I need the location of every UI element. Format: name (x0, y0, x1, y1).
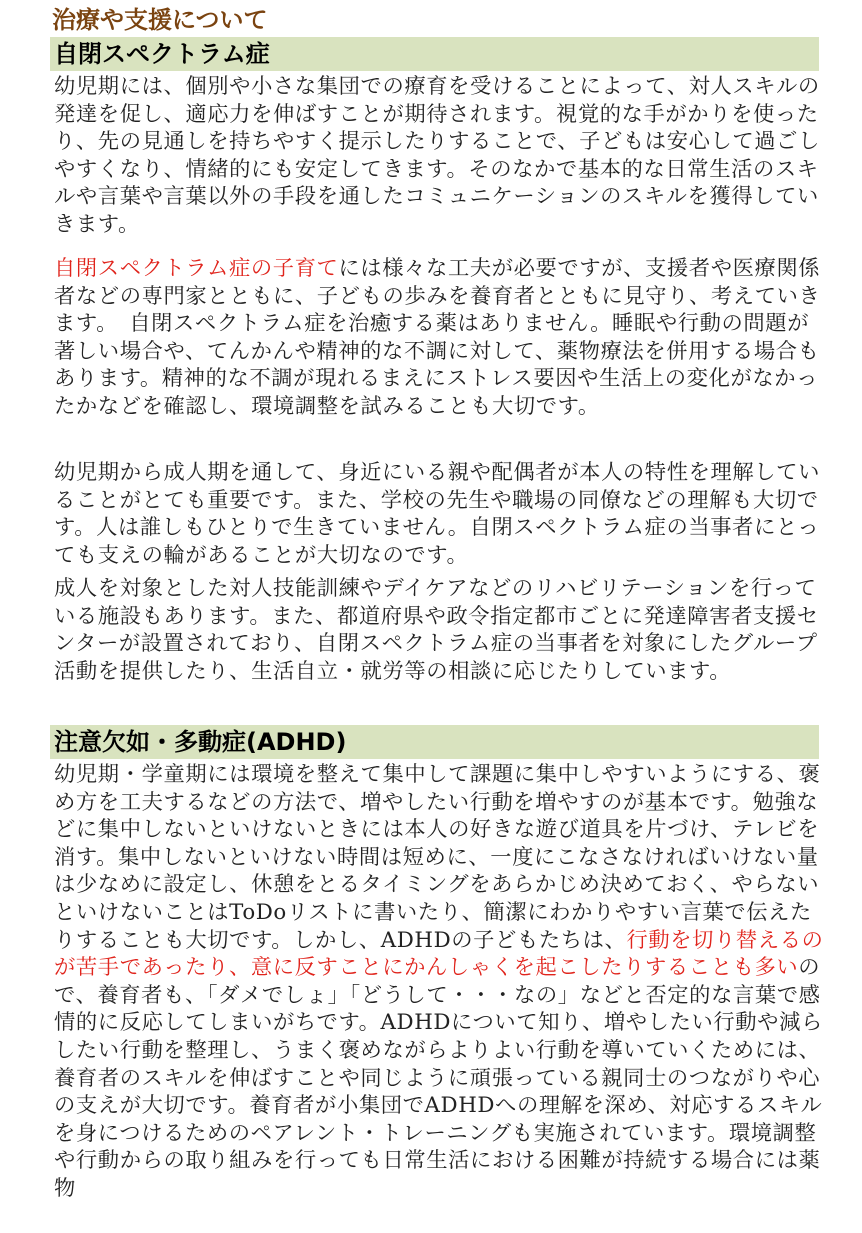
adhd-paragraph-1-text-b: ので、養育者も、「ダメでしょ」「どうして・・・なの」などと否定的な言葉で感情的に反応してしまいがちです。ADHDについて知り、増やしたい行動や減らしたい行動を整理し、うまく褒めながらよりよい行動を導いていくためには、養育者のスキルを伸ばすことや同じように頑張っている親同士のつながりや心の支えが大切です。養育者が小集団でADHDへの理解を深め、対応するスキルを身につけるためのペアレント・トレーニングも実施されています。環境調整や行動からの取り組みを行っても日常生活における困難が持続する場合には薬物 (54, 955, 823, 1201)
adhd-paragraph-1-text-a: 幼児期・学童期には環境を整えて集中して課題に集中しやすいようにする、褒め方を工夫するなどの方法で、増やしたい行動を増やすのが基本です。勉強などに集中しないといけないときには本人の好きな遊び道具を片づけ、テレビを消す。集中しないといけない時間は短めに、一度にこなさなければいけない量は少なめに設定し、休憩をとるタイミングをあらかじめ決めておく、やらないといけないことはToDoリストに書いたり、簡潔にわかりやすい言葉で伝えたりすることも大切です。しかし、ADHDの子どもたちは、 (54, 762, 821, 953)
page-title: 治療や支援について (52, 6, 268, 34)
section-heading-adhd (50, 725, 819, 759)
section-heading-asd (50, 37, 819, 71)
adhd-highlight-text: 行動を切り替えるのが苦手であったり、意に反すことにかんしゃくを起こしたりすることも多い (54, 927, 824, 981)
asd-paragraph-3: 幼児期から成人期を通して、身近にいる親や配偶者が本人の特性を理解していることがとても重要です。また、学校の先生や職場の同僚などの理解も大切です。人は誰しもひとりで生きていません。自閉スペクトラム症の当事者にとっても支えの輪があることが大切なのです。 (54, 460, 820, 568)
section-heading-asd-text: 自閉スペクトラム症 (54, 40, 270, 68)
section-heading-adhd-text: 注意欠如・多動症(ADHD) (54, 728, 347, 756)
adhd-paragraph-1 (54, 761, 824, 1203)
asd-paragraph-4: 成人を対象とした対人技能訓練やデイケアなどのリハビリテーションを行っている施設もあります。また、都道府県や政令指定都市ごとに発達障害者支援センターが設置されており、自閉スペクトラム症の当事者を対象にしたグループ活動を提供したり、生活自立・就労等の相談に応じたりしています。 (54, 576, 819, 684)
asd-paragraph-2-text: には様々な工夫が必要ですが、支援者や医療関係者などの専門家とともに、子どもの歩みを養育者とともに見守り、考えていきます。 自閉スペクトラム症を治癒する薬はありません。睡眠や行動の問題が著しい場合や、てんかんや精神的な不調に対して、薬物療法を併用する場合もあります。精神的な不調が現れるまえにストレス要因や生活上の変化がなかったかなどを確認し、環境調整を試みることも大切です。 (54, 256, 821, 419)
asd-parenting-link[interactable]: 自閉スペクトラム症の子育て (54, 256, 339, 281)
asd-paragraph-2 (54, 255, 824, 421)
asd-paragraph-1: 幼児期には、個別や小さな集団での療育を受けることによって、対人スキルの発達を促し、適応力を伸ばすことが期待されます。視覚的な手がかりを使ったり、先の見通しを持ちやすく提示したりすることで、子どもは安心して過ごしやすくなり、情緒的にも安定してきます。そのなかで基本的な日常生活のスキルや言葉や言葉以外の手段を通したコミュニケーションのスキルを獲得していきます。 (54, 74, 820, 237)
